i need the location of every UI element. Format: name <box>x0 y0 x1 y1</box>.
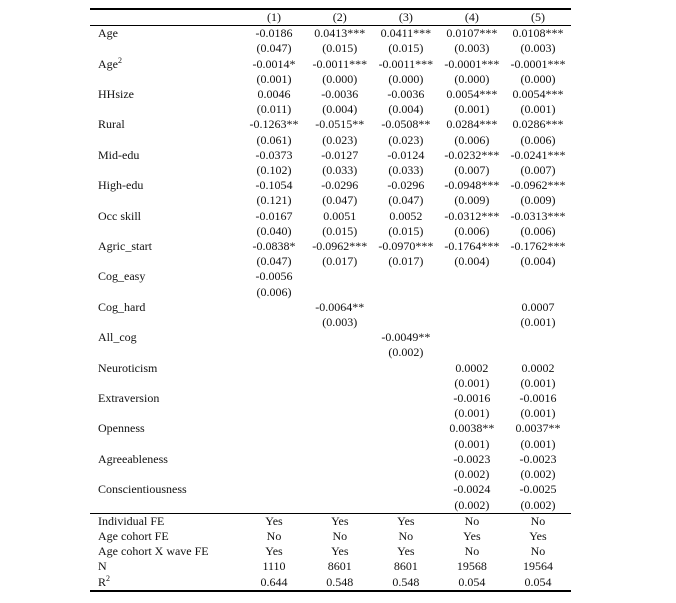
footer-label <box>90 559 241 574</box>
variable-name: Agric_start <box>98 239 152 254</box>
column-header: (5) <box>505 9 571 26</box>
std-error-cell <box>307 345 373 360</box>
footer-value-cell: Yes <box>307 513 373 529</box>
std-error-cell <box>307 376 373 391</box>
std-error-cell <box>373 315 439 330</box>
coef-row <box>90 269 571 284</box>
coefficient-cell: -0.0124 <box>387 147 425 162</box>
std-error-cell: (0.006) <box>454 223 490 238</box>
coef-row <box>90 87 571 102</box>
footer-value-cell: 0.548 <box>373 575 439 591</box>
footer-value-cell: 19564 <box>522 559 553 574</box>
std-error-cell: (0.002) <box>520 497 556 512</box>
coefficient-cell <box>307 330 373 345</box>
std-error-cell <box>307 406 373 421</box>
footer-label-text: Individual FE <box>98 513 165 528</box>
coefficient-cell: 0.0046 <box>257 87 291 102</box>
variable-label <box>90 391 241 406</box>
std-error-cell <box>241 345 307 360</box>
coefficient-cell <box>307 421 373 436</box>
std-error-cell: (0.003) <box>520 41 556 56</box>
se-row <box>90 437 571 452</box>
coefficient-cell <box>505 269 571 284</box>
footer-value-cell: Yes <box>529 528 547 543</box>
variable-name: Neuroticism <box>98 360 158 375</box>
std-error-cell: (0.033) <box>388 163 424 178</box>
coefficient-cell <box>373 361 439 376</box>
std-error-cell: (0.001) <box>520 406 556 421</box>
coefficient-cell: -0.0064** <box>315 299 365 314</box>
footer-value-cell: No <box>530 544 546 559</box>
footer-value-cell: Yes <box>373 513 439 529</box>
footer-value-cell: No <box>332 528 348 543</box>
coefficient-cell: -0.1263** <box>249 117 299 132</box>
coefficient-cell <box>307 391 373 406</box>
std-error-cell <box>505 285 571 300</box>
coefficient-cell: -0.0508** <box>381 117 431 132</box>
coefficient-cell: 0.0108*** <box>512 26 564 41</box>
variable-label <box>90 300 241 315</box>
variable-name: HHsize <box>98 87 134 102</box>
std-error-cell <box>241 376 307 391</box>
std-error-cell: (0.023) <box>322 132 358 147</box>
std-error-cell: (0.009) <box>520 193 556 208</box>
coefficient-cell: -0.1762*** <box>510 239 566 254</box>
coefficient-cell <box>505 330 571 345</box>
se-row <box>90 345 571 360</box>
blank-label <box>90 345 241 360</box>
regression-table <box>90 8 571 592</box>
coef-row <box>90 300 571 315</box>
coef-row <box>90 421 571 436</box>
coef-row <box>90 452 571 467</box>
std-error-cell <box>307 437 373 452</box>
coefficient-cell: 0.0002 <box>455 360 489 375</box>
std-error-cell: (0.047) <box>388 193 424 208</box>
blank-label <box>90 163 241 178</box>
se-row <box>90 376 571 391</box>
footer-value-cell: No <box>464 544 480 559</box>
se-row <box>90 406 571 421</box>
std-error-cell: (0.002) <box>454 497 490 512</box>
blank-label <box>90 224 241 239</box>
std-error-cell: (0.033) <box>322 163 358 178</box>
coef-row <box>90 482 571 497</box>
coef-row <box>90 209 571 224</box>
footer-value-cell: No <box>505 513 571 529</box>
variable-name: Occ skill <box>98 208 141 223</box>
std-error-cell <box>373 437 439 452</box>
variable-label <box>90 330 241 345</box>
std-error-cell <box>373 376 439 391</box>
footer-value-cell: 0.548 <box>307 575 373 591</box>
coefficient-cell: -0.0296 <box>387 178 425 193</box>
coefficient-cell <box>307 361 373 376</box>
std-error-cell <box>439 285 505 300</box>
coef-row <box>90 26 571 42</box>
coefficient-cell: -0.0049** <box>381 330 431 345</box>
coefficient-cell: -0.0025 <box>519 482 557 497</box>
std-error-cell: (0.001) <box>454 406 490 421</box>
se-row <box>90 41 571 56</box>
variable-label <box>90 209 241 224</box>
std-error-cell: (0.015) <box>322 223 358 238</box>
footer-value-cell: Yes <box>397 544 415 559</box>
coefficient-cell: -0.0011*** <box>378 56 434 71</box>
coef-row <box>90 117 571 132</box>
se-row <box>90 254 571 269</box>
variable-name: Cog_hard <box>98 299 146 314</box>
coefficient-cell <box>241 300 307 315</box>
std-error-cell: (0.004) <box>520 254 556 269</box>
se-row <box>90 315 571 330</box>
coefficient-cell <box>241 361 307 376</box>
coefficient-cell: 0.0411*** <box>380 26 432 41</box>
footer-value-cell: 8601 <box>393 559 418 574</box>
coefficient-cell <box>307 269 373 284</box>
footer-label-text: Age cohort FE <box>98 528 169 543</box>
std-error-cell <box>307 285 373 300</box>
column-header-row <box>90 9 571 26</box>
std-error-cell: (0.003) <box>454 41 490 56</box>
std-error-cell: (0.121) <box>256 193 292 208</box>
coefficient-cell: -0.0312*** <box>444 208 500 223</box>
coefficient-cell <box>373 421 439 436</box>
coefficient-cell: -0.0515** <box>315 117 365 132</box>
coefficient-cell <box>439 330 505 345</box>
coefficient-cell: -0.0232*** <box>444 147 500 162</box>
std-error-cell: (0.015) <box>322 41 358 56</box>
coefficient-cell: 0.0107*** <box>446 26 498 41</box>
footer-row <box>90 529 571 544</box>
std-error-cell: (0.023) <box>388 132 424 147</box>
se-row <box>90 72 571 87</box>
std-error-cell: (0.009) <box>454 193 490 208</box>
coef-row <box>90 178 571 193</box>
coefficient-cell: 0.0038** <box>449 421 495 436</box>
variable-label <box>90 57 241 72</box>
std-error-cell: (0.004) <box>322 102 358 117</box>
footer-label <box>90 544 241 559</box>
std-error-cell: (0.002) <box>388 345 424 360</box>
std-error-cell: (0.015) <box>388 41 424 56</box>
std-error-cell: (0.017) <box>388 254 424 269</box>
blank-label <box>90 437 241 452</box>
std-error-cell <box>373 406 439 421</box>
footer-label <box>90 575 241 591</box>
se-row <box>90 224 571 239</box>
std-error-cell: (0.001) <box>454 375 490 390</box>
header-blank <box>90 9 241 26</box>
std-error-cell: (0.002) <box>454 467 490 482</box>
std-error-cell <box>241 437 307 452</box>
variable-label <box>90 87 241 102</box>
std-error-cell: (0.000) <box>454 71 490 86</box>
se-row <box>90 163 571 178</box>
coefficient-cell: -0.0962*** <box>312 239 368 254</box>
blank-label <box>90 285 241 300</box>
footer-row <box>90 513 571 529</box>
se-row <box>90 498 571 514</box>
blank-label <box>90 376 241 391</box>
std-error-cell <box>241 498 307 514</box>
std-error-cell <box>373 467 439 482</box>
footer-label <box>90 513 241 529</box>
coefficient-cell <box>373 300 439 315</box>
variable-label <box>90 452 241 467</box>
std-error-cell: (0.007) <box>454 163 490 178</box>
coefficient-cell: -0.0023 <box>453 451 491 466</box>
coefficient-cell: 0.0051 <box>323 208 357 223</box>
coefficient-cell: -0.0186 <box>255 26 293 41</box>
coefficient-cell: -0.0056 <box>255 269 293 284</box>
std-error-cell: (0.001) <box>454 436 490 451</box>
coefficient-cell: -0.0001*** <box>444 56 500 71</box>
std-error-cell: (0.002) <box>520 467 556 482</box>
variable-label <box>90 482 241 497</box>
coefficient-cell <box>241 452 307 467</box>
coefficient-cell: -0.1054 <box>255 178 293 193</box>
footer-superscript: 2 <box>106 573 111 583</box>
std-error-cell <box>373 498 439 514</box>
coefficient-cell: -0.0948*** <box>444 178 500 193</box>
blank-label <box>90 72 241 87</box>
coefficient-cell: 0.0284*** <box>446 117 498 132</box>
coefficient-cell <box>439 269 505 284</box>
std-error-cell: (0.006) <box>520 223 556 238</box>
std-error-cell: (0.001) <box>520 102 556 117</box>
coefficient-cell: -0.0313*** <box>510 208 566 223</box>
coefficient-cell: -0.0838* <box>252 239 296 254</box>
blank-label <box>90 315 241 330</box>
coefficient-cell: 0.0054*** <box>446 87 498 102</box>
coefficient-cell: -0.1764*** <box>444 239 500 254</box>
footer-value-cell: Yes <box>463 528 481 543</box>
coefficient-cell: 0.0286*** <box>512 117 564 132</box>
std-error-cell: (0.047) <box>256 254 292 269</box>
coefficient-cell: -0.0024 <box>453 482 491 497</box>
column-header: (3) <box>373 9 439 26</box>
coefficient-cell <box>241 330 307 345</box>
variable-name: All_cog <box>98 330 137 345</box>
variable-label <box>90 178 241 193</box>
coefficient-cell <box>307 452 373 467</box>
variable-name: Cog_easy <box>98 269 146 284</box>
variable-label <box>90 239 241 254</box>
coefficient-cell: 0.0002 <box>521 360 555 375</box>
coef-row <box>90 361 571 376</box>
coefficient-cell <box>373 269 439 284</box>
se-row <box>90 133 571 148</box>
blank-label <box>90 498 241 514</box>
coefficient-cell: -0.0241*** <box>510 147 566 162</box>
footer-value-cell: 0.054 <box>439 575 505 591</box>
coefficient-cell: -0.0016 <box>519 391 557 406</box>
coefficient-cell <box>241 482 307 497</box>
coefficient-cell: -0.0036 <box>387 87 425 102</box>
footer-value-cell: No <box>266 528 282 543</box>
std-error-cell <box>307 498 373 514</box>
coefficient-cell: 0.0037** <box>515 421 561 436</box>
coefficient-cell: -0.0014* <box>252 56 296 71</box>
variable-name: High-edu <box>98 178 144 193</box>
coefficient-cell: -0.0036 <box>321 87 359 102</box>
se-row <box>90 193 571 208</box>
coefficient-cell <box>373 482 439 497</box>
variable-name: Age <box>98 56 118 71</box>
std-error-cell: (0.000) <box>388 71 424 86</box>
column-header: (4) <box>439 9 505 26</box>
std-error-cell: (0.047) <box>322 193 358 208</box>
coefficient-cell <box>439 300 505 315</box>
std-error-cell <box>505 345 571 360</box>
blank-label <box>90 467 241 482</box>
footer-value-cell: 0.644 <box>241 575 307 591</box>
coefficient-cell: -0.0016 <box>453 391 491 406</box>
std-error-cell <box>439 345 505 360</box>
variable-name: Conscientiousness <box>98 482 187 497</box>
footer-value-cell: No <box>398 528 414 543</box>
variable-label <box>90 117 241 132</box>
se-row <box>90 102 571 117</box>
column-header: (1) <box>241 9 307 26</box>
std-error-cell: (0.006) <box>256 284 292 299</box>
std-error-cell: (0.003) <box>322 315 358 330</box>
coefficient-cell: -0.0167 <box>255 208 293 223</box>
std-error-cell: (0.040) <box>256 223 292 238</box>
blank-label <box>90 41 241 56</box>
coefficient-cell: 0.0007 <box>521 299 555 314</box>
footer-value-cell: No <box>439 513 505 529</box>
std-error-cell: (0.000) <box>520 71 556 86</box>
variable-name: Rural <box>98 117 125 132</box>
std-error-cell: (0.006) <box>454 132 490 147</box>
blank-label <box>90 102 241 117</box>
std-error-cell: (0.004) <box>388 102 424 117</box>
footer-row <box>90 559 571 574</box>
variable-superscript: 2 <box>118 55 122 65</box>
table-body <box>90 26 571 591</box>
coefficient-cell: -0.0127 <box>321 147 359 162</box>
coefficient-cell: 0.0054*** <box>512 87 564 102</box>
coefficient-cell: -0.0001*** <box>510 56 566 71</box>
footer-value-cell: Yes <box>265 544 283 559</box>
variable-label <box>90 148 241 163</box>
coefficient-cell: -0.0962*** <box>510 178 566 193</box>
variable-label <box>90 269 241 284</box>
std-error-cell: (0.017) <box>322 254 358 269</box>
blank-label <box>90 406 241 421</box>
variable-name: Openness <box>98 421 145 436</box>
coef-row <box>90 148 571 163</box>
variable-name: Age <box>98 26 118 41</box>
std-error-cell <box>241 406 307 421</box>
footer-value-cell: 0.054 <box>505 575 571 591</box>
std-error-cell: (0.061) <box>256 132 292 147</box>
blank-label <box>90 133 241 148</box>
coefficient-cell <box>241 391 307 406</box>
coefficient-cell: 0.0413*** <box>314 26 366 41</box>
se-row <box>90 285 571 300</box>
footer-row <box>90 575 571 591</box>
footer-value-cell: Yes <box>241 513 307 529</box>
blank-label <box>90 193 241 208</box>
std-error-cell: (0.102) <box>256 163 292 178</box>
coefficient-cell: -0.0373 <box>255 147 293 162</box>
coefficient-cell: -0.0970*** <box>378 239 434 254</box>
blank-label <box>90 254 241 269</box>
variable-label <box>90 361 241 376</box>
std-error-cell <box>439 315 505 330</box>
variable-label <box>90 421 241 436</box>
coef-row <box>90 239 571 254</box>
std-error-cell: (0.015) <box>388 223 424 238</box>
std-error-cell: (0.047) <box>256 41 292 56</box>
std-error-cell: (0.001) <box>454 102 490 117</box>
std-error-cell: (0.007) <box>520 163 556 178</box>
std-error-cell <box>307 467 373 482</box>
variable-name: Agreeableness <box>98 451 168 466</box>
coefficient-cell <box>373 452 439 467</box>
coefficient-cell <box>373 391 439 406</box>
std-error-cell: (0.001) <box>520 436 556 451</box>
footer-value-cell: 1110 <box>262 559 286 574</box>
std-error-cell <box>241 315 307 330</box>
footer-label-text: Age cohort X wave FE <box>98 544 209 559</box>
coefficient-cell: -0.0296 <box>321 178 359 193</box>
std-error-cell <box>241 467 307 482</box>
footer-value-cell: Yes <box>331 544 349 559</box>
footer-label <box>90 529 241 544</box>
coef-row <box>90 391 571 406</box>
coefficient-cell <box>241 421 307 436</box>
variable-name: Extraversion <box>98 391 160 406</box>
std-error-cell: (0.001) <box>520 375 556 390</box>
std-error-cell <box>373 285 439 300</box>
std-error-cell: (0.011) <box>256 102 292 117</box>
std-error-cell: (0.001) <box>520 315 556 330</box>
variable-name: Mid-edu <box>98 147 140 162</box>
footer-row <box>90 544 571 559</box>
std-error-cell: (0.000) <box>322 71 358 86</box>
coefficient-cell <box>307 482 373 497</box>
std-error-cell: (0.004) <box>454 254 490 269</box>
coef-row <box>90 330 571 345</box>
coefficient-cell: 0.0052 <box>389 208 423 223</box>
footer-label-text: R <box>98 574 107 589</box>
coefficient-cell: -0.0011*** <box>312 56 368 71</box>
coefficient-cell: -0.0023 <box>519 451 557 466</box>
footer-label-text: N <box>98 559 107 574</box>
footer-value-cell: 8601 <box>327 559 352 574</box>
variable-label <box>90 26 241 42</box>
coef-row <box>90 57 571 72</box>
footer-value-cell: 19568 <box>456 559 487 574</box>
std-error-cell: (0.006) <box>520 132 556 147</box>
column-header: (2) <box>307 9 373 26</box>
std-error-cell: (0.001) <box>256 71 292 86</box>
se-row <box>90 467 571 482</box>
